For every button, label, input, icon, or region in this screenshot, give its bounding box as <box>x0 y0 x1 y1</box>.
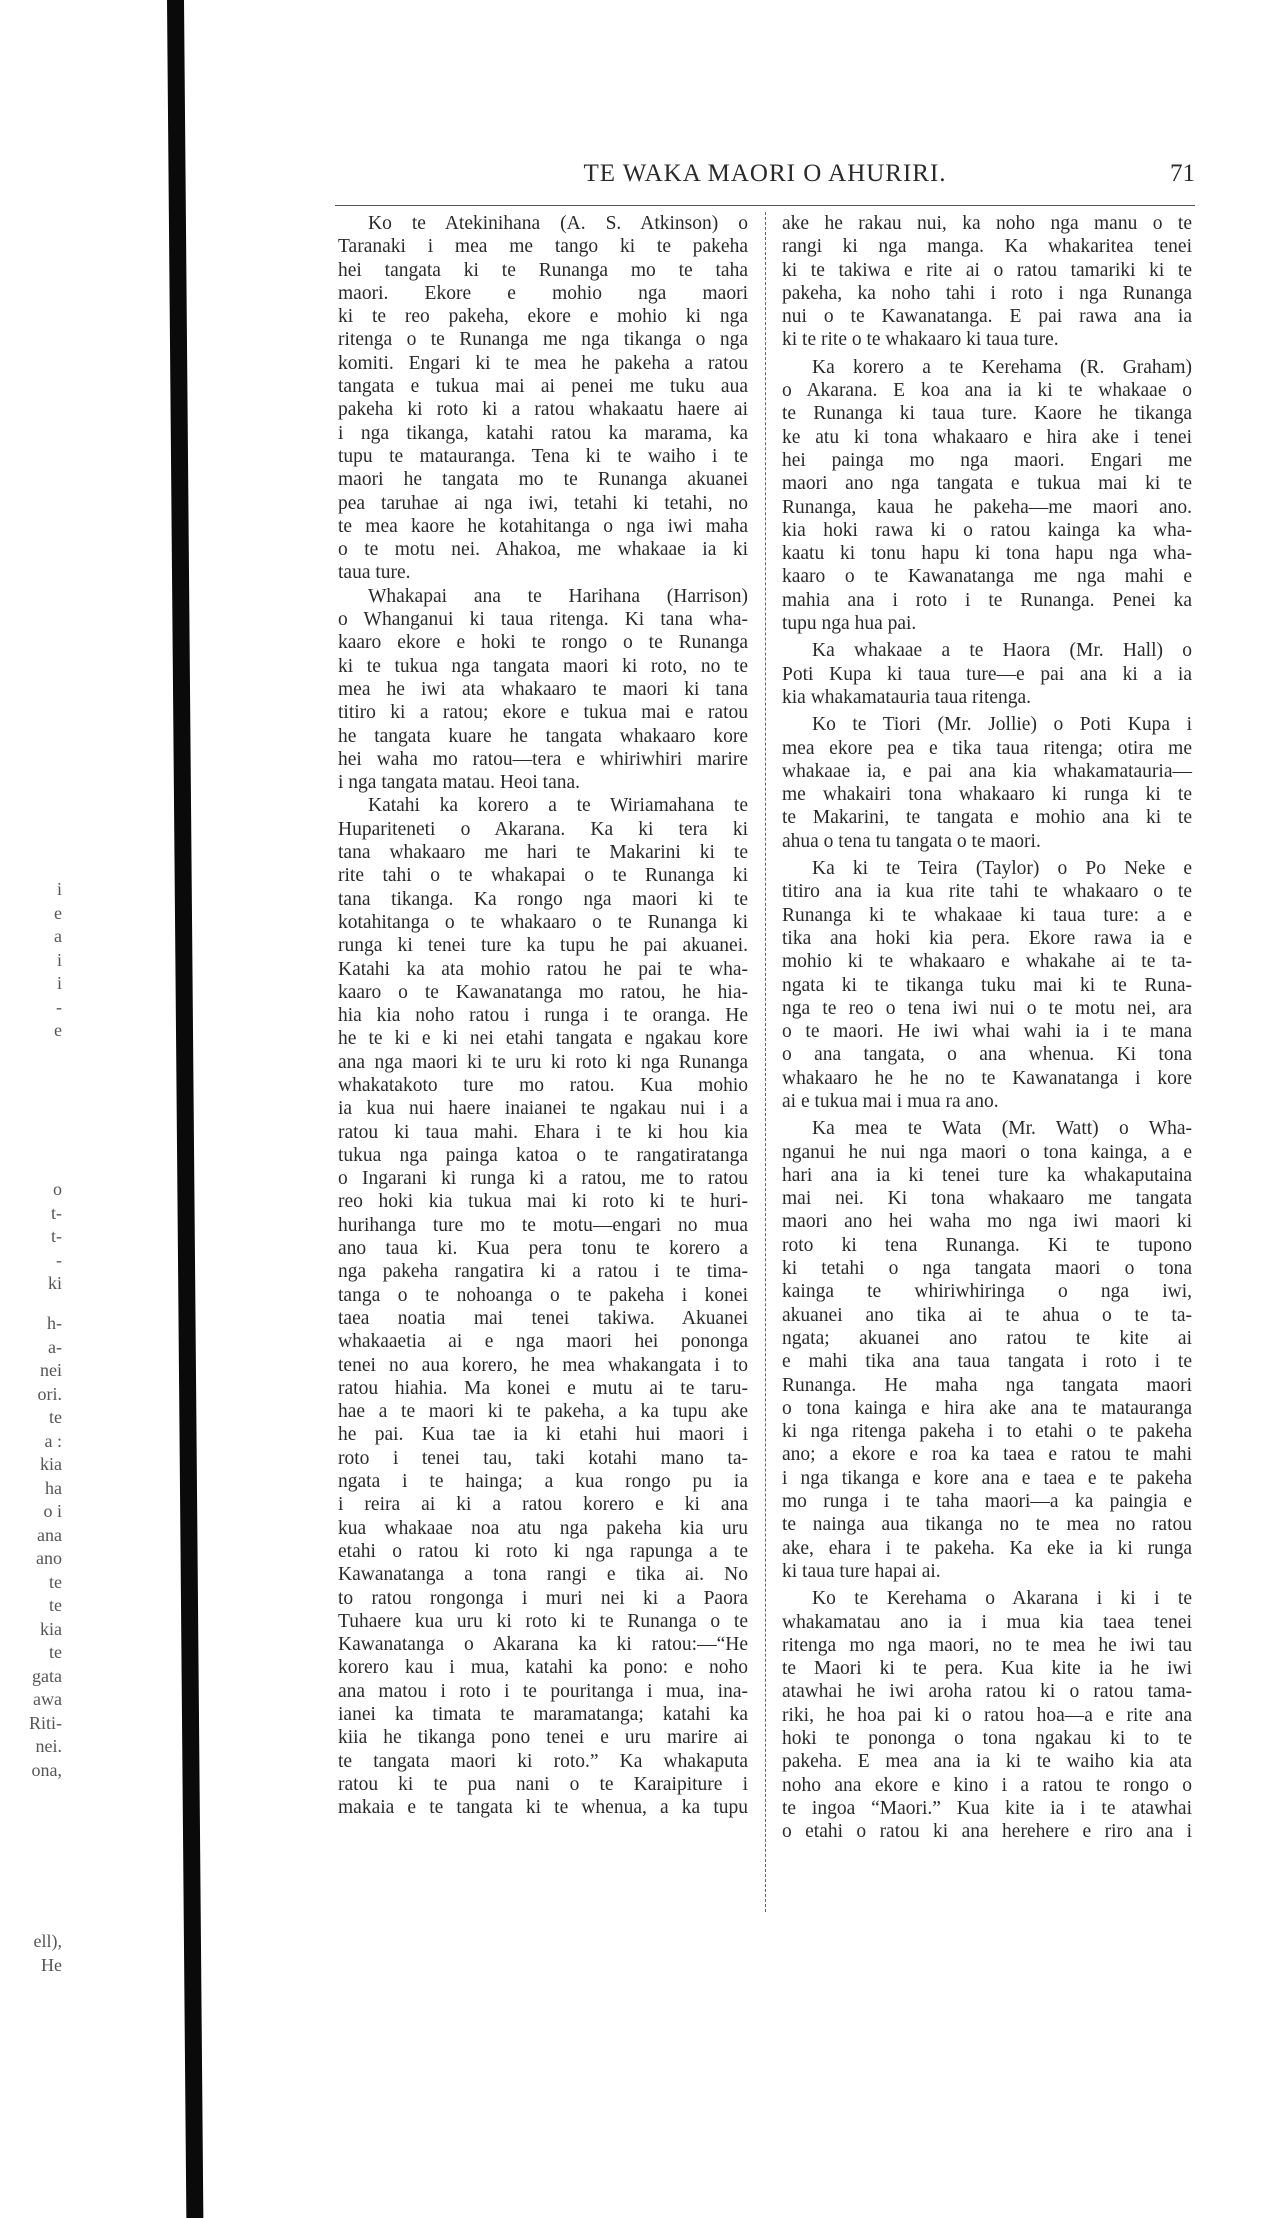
text-line: hari ana ia ki tenei ture ka whakaputaina <box>782 1164 1192 1186</box>
margin-fragment: ha <box>45 1477 62 1498</box>
margin-fragment: gata <box>32 1665 62 1686</box>
text-line: pea taruhae ai nga iwi, tetahi ki tetahi, no <box>338 492 748 514</box>
text-line: ki te tukua nga tangata maori ki roto, no te <box>338 655 748 677</box>
text-line: hurihanga ture mo te motu—engari no mua <box>338 1214 748 1236</box>
text-line: tana whakaaro me hari te Makarini ki te <box>338 842 748 864</box>
text-line: mai nei. Ki tona whakaaro me tangata <box>782 1188 1192 1210</box>
margin-fragment: nei <box>40 1360 62 1380</box>
text-line: ai e tukua mai i mua ra ano. <box>782 1090 999 1112</box>
text-line: titiro ki a ratou; ekore e tukua mai e ratou <box>338 702 748 724</box>
text-line: i nga tangata matau. Heoi tana. <box>338 772 581 794</box>
paragraph <box>782 639 1192 709</box>
text-line: riki, he hoa pai ki o ratou hoa—a e rite ana <box>782 1704 1192 1726</box>
margin-fragment: awa <box>33 1689 62 1709</box>
margin-fragment: o <box>53 1179 62 1199</box>
text-line: taua ture. <box>338 562 411 584</box>
text-line: whakaae ia, e pai ana kia whakamatauria— <box>782 760 1192 782</box>
header-rule <box>335 205 1195 206</box>
text-line: maori he tangata mo te Runanga akuanei <box>338 469 748 491</box>
text-line: ano taua ki. Kua pera tonu te korero a <box>338 1238 748 1260</box>
margin-fragment: ori. <box>37 1383 62 1404</box>
text-line: rangi ki nga manga. Ka whakaritea tenei <box>782 236 1192 258</box>
text-line: ritenga o te Runanga me nga tikanga o nga <box>338 329 748 351</box>
text-line: o Ingarani ki runga ki a ratou, me to ratou <box>338 1168 748 1190</box>
text-line: ki taua ture hapai ai. <box>782 1560 941 1582</box>
text-line: Ka whakaae a te Haora (Mr. Hall) o <box>812 640 1192 662</box>
margin-fragment: i <box>56 973 62 993</box>
text-line: te mea kaore he kotahitanga o nga iwi maha <box>338 515 748 537</box>
text-line: tana tikanga. Ka rongo nga maori ki te <box>338 888 748 910</box>
margin-fragment: a <box>54 926 62 946</box>
text-line: runga ki tenei ture ka tupu he pai akuanei. <box>338 935 748 957</box>
text-line: whakaaetia ai e nga maori hei pononga <box>338 1331 748 1353</box>
publication-title: TE WAKA MAORI O AHURIRI. <box>583 160 947 187</box>
text-line: i reira ai ki a ratou korero e ki ana <box>338 1494 748 1516</box>
text-line: whakamatau ano ia i mua kia taea tenei <box>782 1611 1192 1633</box>
text-line: taea noatia mai tenei takiwa. Akuanei <box>338 1307 748 1329</box>
margin-fragment-group <box>2 1178 62 1296</box>
text-line: Ka mea te Wata (Mr. Watt) o Wha- <box>812 1118 1192 1140</box>
text-line: titiro ana ia kua rite tahi te whakaaro o te <box>782 881 1192 903</box>
text-line: whakaaro he he no te Kawanatanga i kore <box>782 1067 1192 1089</box>
text-line: ianei ka timata te maramatanga; katahi ka <box>338 1704 748 1725</box>
paragraph <box>782 1587 1192 1843</box>
margin-fragment: - <box>56 1249 62 1270</box>
margin-fragment: kia <box>40 1454 62 1474</box>
text-line: ratou ki taua mahi. Ehara i te ki hou kia <box>338 1121 748 1143</box>
text-line: tenei no aua korero, he mea whakangata i to <box>338 1354 748 1376</box>
paragraph <box>782 1117 1192 1583</box>
text-line: Poti Kupa ki taua ture—e pai ana ki a ia <box>782 663 1192 685</box>
text-line: ki te takiwa e rite ai o ratou tamariki ki te <box>782 259 1192 281</box>
text-line: makaia e te tangata ki te whenua, a ka tupu <box>338 1797 748 1819</box>
text-line: roto ki tena Runanga. Ki te tupono <box>782 1234 1192 1256</box>
text-line: i nga tikanga, katahi ratou ka marama, ka <box>338 422 748 444</box>
text-line: o Akarana. E koa ana ia ki te whakaae o <box>782 380 1192 402</box>
text-line: tanga o te nohoanga o te pakeha i konei <box>338 1284 748 1306</box>
margin-fragment: o i <box>43 1501 62 1521</box>
paragraph <box>782 212 1192 352</box>
text-line: pakeha. E mea ana ia ki te waiho kia ata <box>782 1751 1192 1773</box>
margin-fragment: te <box>49 1571 62 1592</box>
text-line: Runanga ki te whakaae ki taua ture: a e <box>782 904 1192 926</box>
margin-fragment: nei. <box>35 1736 62 1756</box>
text-line: te Maori ki te pera. Kua kite ia he iwi <box>782 1658 1192 1680</box>
text-line: ake he rakau nui, ka noho nga manu o te <box>782 213 1192 234</box>
text-line: nganui he nui nga maori o tona kainga, a e <box>782 1141 1192 1163</box>
margin-fragment: t- <box>51 1226 62 1246</box>
text-line: o etahi o ratou ki ana herehere e riro ana i <box>782 1821 1192 1843</box>
text-line: ke atu ki tona whakaaro e hira ake i tenei <box>782 426 1192 448</box>
text-line: Katahi ka ata mohio ratou he pai te wha- <box>338 958 748 980</box>
text-line: pakeha, ka noho tahi i roto i nga Runanga <box>782 282 1192 304</box>
text-line: he te ki e ki nei etahi tangata e ngakau kore <box>338 1028 748 1050</box>
text-line: kiia he tikanga pono tenei e uru marire ai <box>338 1727 748 1749</box>
text-line: komiti. Engari ki te mea he pakeha a ratou <box>338 352 748 374</box>
text-line: korero kau i mua, katahi ka pono: e noho <box>338 1657 748 1679</box>
text-line: nui o te Kawanatanga. E pai rawa ana ia <box>782 306 1192 328</box>
margin-fragment: - <box>56 996 62 1017</box>
margin-fragment: ona, <box>31 1759 62 1780</box>
text-line: ratou ki te pua nani o te Karaipiture i <box>338 1773 748 1795</box>
text-line: noho ana ekore e kino i a ratou te rongo o <box>782 1774 1192 1796</box>
text-line: o te maori. He iwi whai wahi ia i te mana <box>782 1021 1192 1043</box>
margin-fragment: kia <box>40 1618 62 1639</box>
text-line: hae a te maori ki te pakeha, a ka tupu ake <box>338 1401 748 1423</box>
text-line: tukua nga painga katoa o te rangatiratanga <box>338 1144 748 1166</box>
paragraph <box>338 794 748 1819</box>
text-line: ngata; akuanei ano ratou te kite ai <box>782 1327 1192 1349</box>
text-line: ahua o tena tu tangata o te maori. <box>782 830 1041 852</box>
text-line: ngata ki te tikanga tuku mai ki te Runa- <box>782 974 1192 996</box>
text-line: Runanga. He maha nga tangata maori <box>782 1374 1192 1396</box>
text-line: etahi o ratou ki roto ki nga rapunga a te <box>338 1540 748 1562</box>
text-line: mahia ana i roto i te Runanga. Penei ka <box>782 589 1192 611</box>
margin-fragment: te <box>49 1407 62 1427</box>
text-line: kaaro o te Kawanatanga me nga mahi e <box>782 566 1192 588</box>
text-line: ngata i te hainga; a kua rongo pu ia <box>338 1471 748 1493</box>
text-line: o ana tangata, o ana whenua. Ki tona <box>782 1044 1192 1066</box>
margin-fragment: ell), <box>33 1931 62 1951</box>
right-column <box>782 212 1192 1843</box>
margin-fragment: e <box>54 902 62 923</box>
text-line: to ratou rongonga i muri nei ki a Paora <box>338 1587 748 1609</box>
text-line: i nga tikanga e kore ana e taea e te pakeha <box>782 1467 1192 1489</box>
text-line: Taranaki i mea me tango ki te pakeha <box>338 236 748 258</box>
margin-fragment: ki <box>47 1273 62 1293</box>
text-line: maori ano nga tangata e tukua mai ki te <box>782 473 1192 495</box>
margin-fragment-group <box>2 878 62 1043</box>
text-line: tupu nga hua pai. <box>782 613 917 635</box>
text-line: Whakapai ana te Harihana (Harrison) <box>368 585 748 607</box>
text-line: kia hoki rawa ki o ratou kainga ka wha- <box>782 519 1192 541</box>
margin-fragment: i <box>56 879 62 899</box>
text-line: whakatakoto ture mo ratou. Kua mohio <box>338 1074 748 1096</box>
text-line: kainga te whiriwhiringa o nga iwi, <box>782 1281 1192 1303</box>
text-line: ratou hiahia. Ma konei e mutu ai te taru- <box>338 1377 748 1399</box>
text-line: ki tetahi o nga tangata maori o tona <box>782 1258 1192 1280</box>
text-line: te Runanga ki taua ture. Kaore he tikanga <box>782 403 1192 425</box>
text-line: akuanei ano tika ai te ahua o te ta- <box>782 1304 1192 1326</box>
text-line: ki nga ritenga pakeha i to etahi o te pakeha <box>782 1421 1192 1443</box>
paragraph <box>782 857 1192 1113</box>
text-line: ana matou i roto i te pouritanga i mua, ina- <box>338 1680 748 1702</box>
margin-fragment: a : <box>44 1430 62 1451</box>
text-line: Tuhaere kua uru ki roto ki te Runanga o te <box>338 1610 748 1632</box>
text-line: roto i tenei tau, taki kotahi mano ta- <box>338 1447 748 1469</box>
paragraph <box>338 585 748 795</box>
margin-fragment: te <box>49 1642 62 1662</box>
text-line: Ka ki te Teira (Taylor) o Po Neke e <box>812 858 1192 880</box>
text-line: kotahitanga o te whakaaro o te Runanga ki <box>338 911 748 933</box>
text-line: hia kia noho ratou i runga i te oranga. He <box>338 1005 748 1027</box>
text-line: pakeha ki roto ki a ratou whakaatu haere ai <box>338 399 748 421</box>
text-line: e mahi tika ana taua tangata i roto i te <box>782 1351 1192 1373</box>
left-column <box>338 212 748 1819</box>
text-line: ia kua nui haere inaianei te ngakau nui i a <box>338 1098 748 1120</box>
text-line: mohio ki te whakaaro e whakahe ai te ta- <box>782 951 1192 973</box>
text-line: hoki te pononga o tona ngakau ki to te <box>782 1728 1192 1749</box>
text-line: me whakairi tona whakaaro ki runga ki te <box>782 784 1192 806</box>
paragraph <box>782 713 1192 853</box>
text-line: kua whakaae noa atu nga pakeha kia uru <box>338 1517 748 1539</box>
paragraph <box>782 356 1192 636</box>
text-line: mo runga i te taha maori—a ka paingia e <box>782 1491 1192 1513</box>
text-line: reo hoki kia tukua mai ki roto ki te huri- <box>338 1191 748 1213</box>
text-line: te Makarini, te tangata e mohio ana ki te <box>782 807 1192 829</box>
text-line: kaaro ekore e hoki te rongo o te Runanga <box>338 632 748 654</box>
text-line: kia whakamatauria taua ritenga. <box>782 686 1032 708</box>
text-line: maori. Ekore e mohio nga maori <box>338 282 748 304</box>
text-line: Ko te Tiori (Mr. Jollie) o Poti Kupa i <box>812 714 1192 736</box>
text-line: hei waha mo ratou—tera e whiriwhiri marire <box>338 748 748 770</box>
text-line: mea ekore pea e tika taua ritenga; otira me <box>782 737 1192 759</box>
margin-fragment: te <box>49 1595 62 1615</box>
text-line: kaaro o te Kawanatanga mo ratou, he hia- <box>338 981 748 1003</box>
text-line: nga pakeha rangatira ki a ratou i te tima- <box>338 1261 748 1283</box>
text-line: hei tangata ki te Runanga mo te taha <box>338 259 748 281</box>
column-divider <box>765 212 766 1912</box>
text-line: Ka korero a te Kerehama (R. Graham) <box>812 356 1192 378</box>
text-line: ano; a ekore e roa ka taea e ratou te mahi <box>782 1444 1192 1466</box>
text-line: te nainga aua tikanga no te mea no ratou <box>782 1514 1192 1536</box>
text-line: tangata e tukua mai ai penei me tuku aua <box>338 376 748 398</box>
text-line: Kawanatanga a tona rangi e tika ai. No <box>338 1564 748 1586</box>
running-header <box>335 160 1195 190</box>
margin-fragment: t- <box>51 1202 62 1223</box>
text-line: Kawanatanga o Akarana ka ki ratou:—“He <box>338 1634 748 1656</box>
text-line: tupu te matauranga. Tena ki te waiho i te <box>338 445 748 467</box>
text-line: he pai. Kua tae ia ki etahi hui maori i <box>338 1424 748 1446</box>
paragraph <box>338 212 748 585</box>
text-line: Ko te Atekinihana (A. S. Atkinson) o <box>368 213 748 234</box>
text-line: he tangata kuare he tangata whakaaro kore <box>338 725 748 747</box>
text-line: Katahi ka korero a te Wiriamahana te <box>368 795 748 817</box>
margin-fragment: i <box>56 949 62 970</box>
text-line: Runanga, kaua he pakeha—me maori ano. <box>782 496 1192 518</box>
text-line: Huparitenеti o Akarana. Ka ki tera ki <box>338 818 748 840</box>
margin-fragment-group <box>2 1312 62 1782</box>
text-line: o te motu nei. Ahakoa, me whakaae ia ki <box>338 539 748 561</box>
text-line: ritenga mo nga maori, no te mea he iwi tau <box>782 1634 1192 1656</box>
page-binding-shadow <box>167 0 203 2218</box>
text-line: o Whanganui ki taua ritenga. Ki tana wha- <box>338 609 748 631</box>
text-line: o tona kainga e hira ake ana te matauranga <box>782 1397 1192 1419</box>
text-line: mea he iwi ata whakaaro te maori ki tana <box>338 678 748 700</box>
text-line: tika ana hoki kia pera. Ekore rawa ia e <box>782 927 1192 949</box>
margin-fragment: ano <box>36 1548 62 1568</box>
margin-fragment: a- <box>48 1336 62 1357</box>
text-line: ake, ehara i te pakeha. Ka eke ia ki runga <box>782 1537 1192 1559</box>
margin-fragment-group <box>2 1930 62 1977</box>
margin-fragment: Riti- <box>28 1712 62 1733</box>
text-line: ki te rite o te whakaaro ki taua ture. <box>782 329 1059 351</box>
text-line: hei painga mo nga maori. Engari me <box>782 449 1192 471</box>
margin-fragment: He <box>41 1954 62 1975</box>
text-line: kaatu ki tonu hapu ki tona hapu nga wha- <box>782 543 1192 565</box>
text-line: atawhai he iwi aroha ratou ki o ratou tama- <box>782 1681 1192 1703</box>
page-number: 71 <box>1170 160 1195 187</box>
text-line: Ko te Kerehama o Akarana i ki i te <box>812 1588 1192 1610</box>
text-line: ana nga maori ki te uru ki roto ki nga Runanga <box>338 1051 748 1073</box>
text-line: te ingoa “Maori.” Kua kite ia i te atawhai <box>782 1797 1192 1819</box>
text-line: te tangata maori ki roto.” Ka whakaputa <box>338 1750 748 1772</box>
text-line: maori ano hei waha mo nga iwi maori ki <box>782 1211 1192 1233</box>
text-line: rite tahi o te whakapai o te Runanga ki <box>338 865 748 887</box>
text-line: nga te reo o tena iwi nui o te motu nei, ara <box>782 997 1192 1019</box>
text-line: ki te reo pakeha, ekore e mohio ki nga <box>338 306 748 328</box>
margin-fragment: h- <box>47 1313 62 1333</box>
margin-fragment: ana <box>37 1524 62 1545</box>
margin-fragment: e <box>54 1020 62 1040</box>
